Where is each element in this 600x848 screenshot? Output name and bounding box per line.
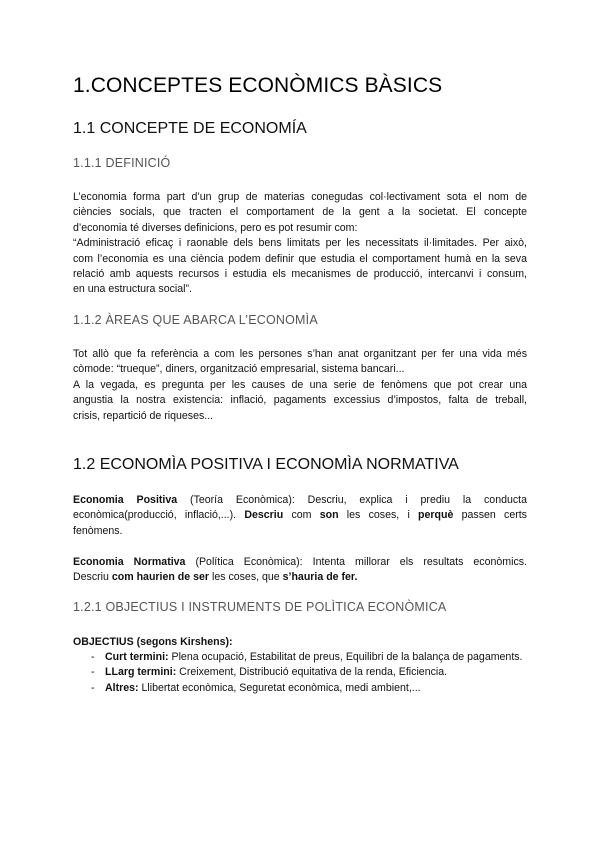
term-economia-normativa: Economia Normativa bbox=[73, 556, 186, 568]
objectius-title bbox=[73, 635, 527, 650]
text-line: crisis, repartició de riqueses... bbox=[73, 409, 214, 422]
text-line: “Administració eficaç i raonable dels bens limitats per les necessitats il·limitades. Per això, bbox=[73, 237, 527, 250]
positiva-paragraph bbox=[73, 493, 527, 539]
text-line: fenòmens. bbox=[73, 524, 123, 537]
list-item bbox=[73, 650, 527, 665]
bold-run: com haurien de ser bbox=[111, 571, 210, 584]
subsection-heading-1-1-2: 1.1.2 ÀREAS QUE ABARCA L’ECONOMÌA bbox=[73, 313, 318, 327]
subsection-heading-1-1-1: 1.1.1 DEFINICIÓ bbox=[73, 156, 171, 170]
item-text: Llibertat econòmica, Seguretat econòmica, medi ambient,... bbox=[138, 681, 421, 694]
bold-run: Descriu bbox=[244, 509, 284, 522]
text-run: (Política Econòmica): Intenta millorar els resultats econòmics. bbox=[185, 556, 527, 568]
text-run: (Teoría Econòmica): Descriu, explica i prediu la conducta bbox=[177, 494, 528, 506]
list-item bbox=[73, 665, 527, 680]
item-label: LLarg termini: bbox=[105, 666, 177, 679]
text-line: relació amb aquests recursos i estudia els mecanismes de producció, intercanvi i consum, bbox=[73, 268, 527, 281]
dash-bullet: - bbox=[91, 651, 95, 663]
document-title: 1.CONCEPTES ECONÒMICS BÀSICS bbox=[73, 74, 443, 97]
normativa-paragraph bbox=[73, 555, 527, 586]
text-run: Descriu bbox=[73, 571, 112, 584]
item-label: Curt termini: bbox=[105, 651, 169, 663]
objectius-list bbox=[73, 650, 527, 696]
text-run: passen certs bbox=[453, 509, 527, 522]
dash-bullet: - bbox=[91, 666, 95, 679]
bold-run: perquè bbox=[418, 509, 454, 522]
item-text: Creixement, Distribució equitativa de la renda, Eficiencia. bbox=[176, 666, 448, 679]
item-label: Altres: bbox=[105, 681, 139, 694]
text-line: com l’economia es una ciència podem definir que estudia el comportament humà en la seva bbox=[73, 252, 527, 265]
areas-paragraph bbox=[73, 347, 527, 424]
term-economia-positiva: Economia Positiva bbox=[73, 494, 178, 506]
text-line: L’economia forma part d’un grup de materias conegudas col·lectivament sota el nom de bbox=[73, 191, 527, 203]
text-line: en una estructura social”. bbox=[73, 283, 192, 296]
item-text: Plena ocupació, Estabilitat de preus, Equilibri de la balança de pagaments. bbox=[168, 651, 523, 663]
text-line: Tot allò que fa referència a com les persones s’han anat organitzant per fer una vida més bbox=[73, 348, 527, 360]
dash-bullet: - bbox=[91, 681, 95, 694]
text-run: com bbox=[283, 509, 320, 522]
bold-run: son bbox=[319, 509, 339, 522]
text-line: angustia la nostra existencia: inflació, pagaments excessius d’impostos, falta de treball, bbox=[73, 394, 527, 407]
text-line: ciències socials, que tracten el comportament de la gent a la societat. El concepte bbox=[73, 206, 527, 219]
text-run: econòmica(producció, inflació,...). bbox=[73, 509, 245, 522]
definition-paragraph bbox=[73, 190, 527, 298]
text-line: A la vegada, es pregunta per les causes de una serie de fenòmens que pot crear una bbox=[73, 378, 527, 391]
bold-run: s’hauria de fer. bbox=[282, 571, 358, 584]
text-run: les coses, que bbox=[209, 571, 283, 584]
list-item bbox=[73, 681, 527, 696]
text-line: d’economia té diverses definicions, pero es pot resumir com: bbox=[73, 221, 358, 234]
objectius-title-text: OBJECTIUS (segons Kirshens): bbox=[73, 636, 233, 648]
section-heading-1-1: 1.1 CONCEPTE DE ECONOMÍA bbox=[73, 120, 307, 137]
text-line: còmode: “trueque”, diners, organització empresarial, sistema bancari... bbox=[73, 363, 405, 376]
text-run: les coses, i bbox=[338, 509, 419, 522]
section-heading-1-2: 1.2 ECONOMÌA POSITIVA I ECONOMÌA NORMATIVA bbox=[73, 456, 459, 473]
subsection-heading-1-2-1: 1.2.1 OBJECTIUS I INSTRUMENTS DE POLÌTICA ECONÒMICA bbox=[73, 600, 447, 614]
